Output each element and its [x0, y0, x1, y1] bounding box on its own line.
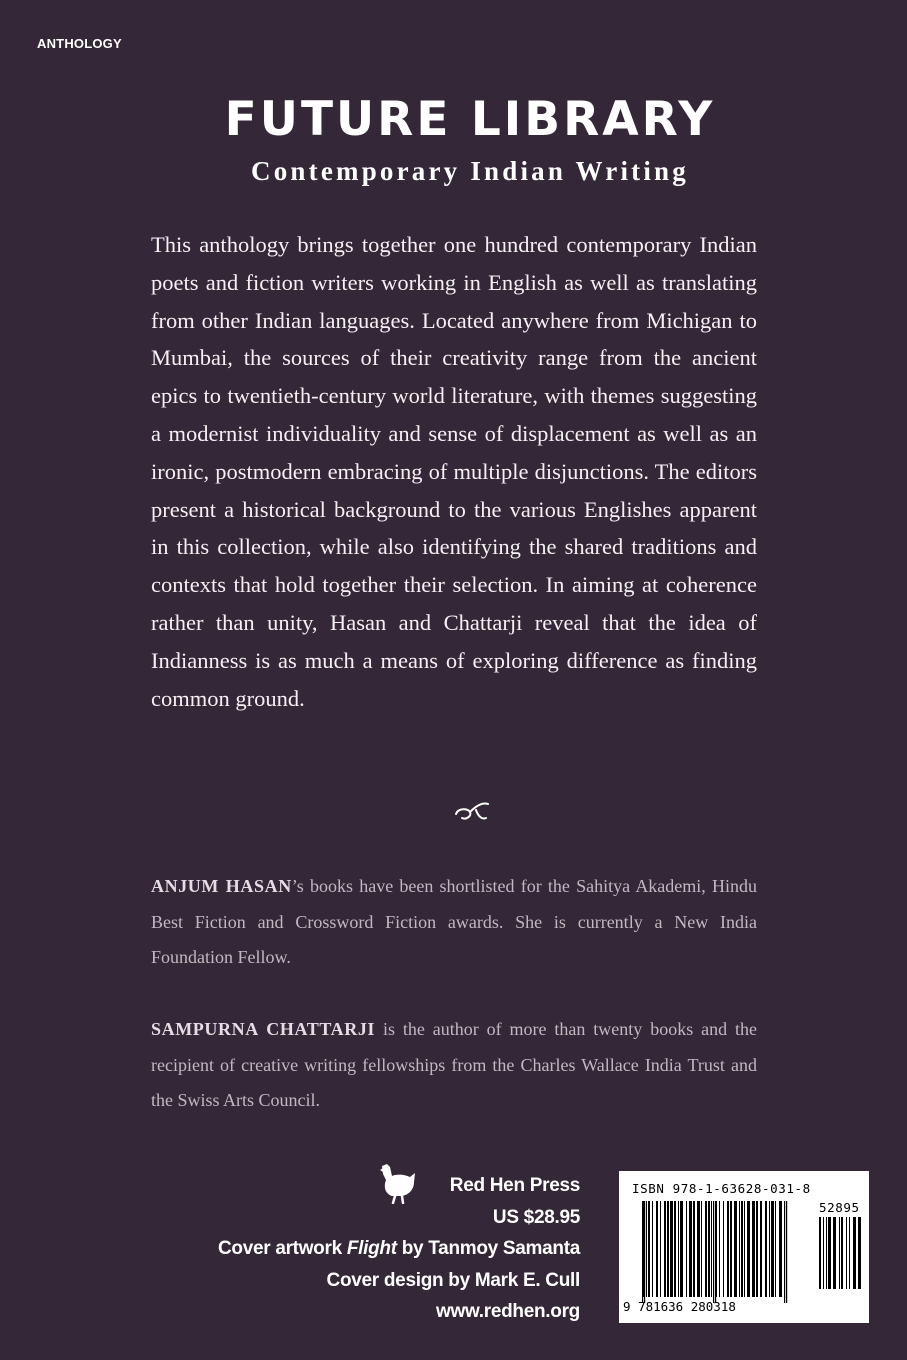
barcode-bar [660, 1201, 661, 1297]
barcode-bar [656, 1201, 658, 1297]
barcode-guard-bar [786, 1201, 787, 1303]
book-title: FUTURE LIBRARY [224, 92, 716, 147]
publisher-website[interactable]: www.redhen.org [436, 1301, 580, 1322]
author-bio-text: is the author of more than twenty books and the recipient of creative writing fellowships from the Charles Wallace India Trust and the Swiss Arts Council. [151, 1019, 757, 1111]
barcode-bar [664, 1201, 666, 1297]
isbn-barcode [619, 1171, 869, 1323]
barcode-bar [826, 1217, 827, 1289]
barcode-bar [646, 1201, 647, 1297]
barcode-bar [752, 1201, 755, 1297]
barcode-bar [674, 1201, 676, 1297]
book-description: This anthology brings together one hundred contemporary Indian poets and fiction writers working in English as well as translating from other Indian languages. Located anywhere from Michigan to Mumbai, the sources of their creativity range from the ancient epics to twentieth-century world literature, with themes suggesting a modernist individuality and sense of displacement as well as an ironic, postmodern embracing of multiple disjunctions. The editors present a historical background to the various Englishes apparent in this collection, while also identifying the shared traditions and contexts that hold together their selection. In aiming at coherence rather than unity, Hasan and Chattarji reveal that the idea of Indianness is as much a means of exploring difference as finding common ground. [151, 232, 757, 711]
barcode-bar [846, 1217, 847, 1289]
barcode-bar [779, 1201, 782, 1297]
barcode-bar [841, 1217, 843, 1289]
barcode-bar [727, 1201, 729, 1297]
cover-artwork-prefix: Cover artwork [217, 1238, 347, 1259]
barcode-bar [734, 1201, 737, 1297]
barcode-bar [739, 1201, 740, 1297]
price: US $28.95 [492, 1206, 580, 1228]
barcode-bar [747, 1201, 750, 1297]
barcode-bar [819, 1217, 821, 1289]
barcode-bar [769, 1201, 770, 1297]
barcode-bar [853, 1217, 856, 1289]
barcode-bar [711, 1201, 712, 1297]
barcode-bar [693, 1201, 695, 1297]
author-bio-hasan [151, 869, 757, 976]
barcode-bar [730, 1201, 732, 1297]
barcode-bar [705, 1201, 707, 1297]
barcode-guard-bar [784, 1201, 785, 1303]
publisher-credits [218, 1170, 580, 1328]
fleuron-ornament-icon [448, 796, 498, 826]
barcode-bar [670, 1201, 673, 1297]
barcode-bar [744, 1201, 745, 1297]
barcode-bar [686, 1201, 687, 1297]
barcode-bar [689, 1201, 692, 1297]
publisher-name: Red Hen Press [449, 1175, 580, 1196]
barcode-bar [697, 1201, 700, 1297]
barcode-guard-bar [715, 1201, 716, 1303]
barcode-bar [701, 1201, 702, 1297]
barcode-bar [760, 1201, 762, 1297]
barcode-bar [858, 1217, 861, 1289]
barcode-bar [771, 1201, 774, 1297]
barcode-bar [678, 1201, 679, 1297]
author-name: ANJUM HASAN [151, 876, 292, 896]
barcode-bar [741, 1201, 743, 1297]
barcode-bar [652, 1201, 653, 1297]
isbn-number: ISBN 978-1-63628-031-8 [632, 1181, 811, 1196]
cover-artwork-credit [218, 1233, 580, 1265]
category-label: ANTHOLOGY [37, 36, 122, 51]
barcode-bar [667, 1201, 669, 1297]
cover-design-credit: Cover design by Mark E. Cull [326, 1269, 580, 1291]
barcode-bar [708, 1201, 710, 1297]
barcode-bar [648, 1201, 650, 1297]
barcode-bar [839, 1217, 840, 1289]
barcode-guard-bar [644, 1201, 645, 1303]
barcode-bar [828, 1217, 831, 1289]
barcode-guard-bar [713, 1201, 714, 1303]
barcode-guard-bar [642, 1201, 643, 1303]
barcode-bar [756, 1201, 758, 1297]
price-code: 52895 [819, 1200, 860, 1215]
author-bio-chattarji [151, 1012, 757, 1119]
cover-artwork-suffix: by Tanmoy Samanta [396, 1238, 580, 1259]
barcode-bar [849, 1217, 850, 1289]
barcode-bar [719, 1201, 720, 1297]
barcode-bar [765, 1201, 767, 1297]
ean-digits: 9 781636 280318 [623, 1299, 736, 1314]
author-bio-text: ’s books have been shortlisted for the Sahitya Akademi, Hindu Best Fiction and Crossword Fiction awards. She is currently a New India Foundation Fellow. [151, 876, 757, 968]
barcode-bar [833, 1217, 836, 1289]
author-name: SAMPURNA CHATTARJI [151, 1019, 376, 1039]
book-subtitle: Contemporary Indian Writing [251, 156, 689, 186]
barcode-bar [823, 1217, 824, 1289]
cover-artwork-title: Flight [346, 1238, 397, 1259]
barcode-bar [775, 1201, 776, 1297]
barcode-bar [723, 1201, 724, 1297]
barcode-bar [680, 1201, 683, 1297]
